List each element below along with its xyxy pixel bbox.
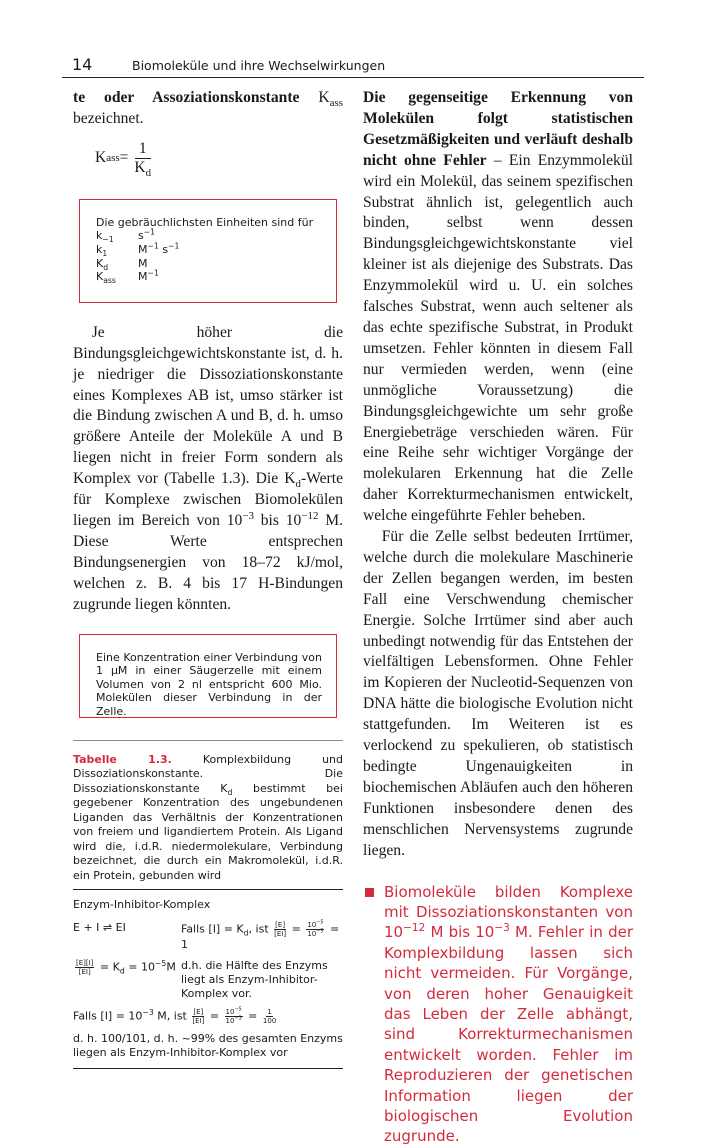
unit-row: $K_{ass}$ $M^{-1}$ <box>96 268 159 286</box>
formula-fraction: $\frac{1}{K_d}$ <box>134 139 152 179</box>
table-row: Falls $[I] = 10^{-3}$ M, ist $\frac{[E]}{[EI]}$ = $\frac{10^{-5}}{10^{-3}}$ = $\frac{1}{100}$ <box>73 1006 277 1025</box>
enzyme-inhibitor-table <box>73 889 343 1069</box>
intro-text: te oder Assoziationskonstante $K_{ass}$ bezeichnet. <box>73 89 343 127</box>
square-bullet-icon <box>365 888 374 897</box>
kass-formula: K ass = $\frac{1}{K_d}$ <box>95 139 152 179</box>
table-row: $\frac{[E][I]}{[EI]}$ = $K_d = 10^{-5}M$ d.h. die Hälfte des Enzyms liegt als Enzym-Inhibitor-Komplex vor. <box>76 958 328 1000</box>
summary-highlight: Biomoleküle bilden Komplexe mit Dissoziationskonstanten von $10^{-12}$ M bis $10^{-3}$ M. Fehler in der Komplexbildung lassen sich nicht vermeiden. Für Vorgänge, von deren hoher Genauigkeit das Leben der Zelle abhängt, sind Korrekturmechanismen entwickelt worden. Fehler im Reproduzieren der genetischen Information liegen der biologischen Evolution zugrunde. <box>363 882 633 1147</box>
page-header <box>62 53 644 78</box>
unit-row: $K_d$ M <box>96 256 148 272</box>
right-column <box>363 88 633 1147</box>
page-number: 14 <box>72 55 93 74</box>
recognition-paragraph: Die gegenseitige Erkennung von Molekülen folgt statistischen Gesetzmäßigkeiten und verläuft deshalb nicht ohne Fehler – Ein Enzymmolekül wird ein Molekül, das seinem spezifischen Substrat ähnlich ist, gelegentlich auch binden, selbst wenn dessen Bindungsgleichgewichtskonstante viel kleiner ist als diejenige des Substrats. Das Enzymmolekül wird u. U. ein solches falsches Substrat, wenn auch seltener als das echte spezifische Substrat, in Produkt umsetzen. Fehler könnten in diesem Fall nur vermieden werden, wenn (eine unmögliche Voraussetzung) die Bindungsgleichgewichte um sehr große Energiebeträge verschieden wären. Für eine Reihe sehr wichtiger Vorgänge der molekularen Erkennung hat die Zelle daher Korrekturmechanismen entwickelt, welche eingeführte Fehler beheben. <box>363 89 633 525</box>
left-column <box>73 88 343 1069</box>
unit-row: $k_{-1}$ $s^{-1}$ <box>96 227 156 245</box>
units-box-title: Die gebräuchlichsten Einheiten sind für <box>96 215 314 229</box>
units-box <box>79 199 337 303</box>
unit-row: $k_1$ $M^{-1}$ $s^{-1}$ <box>96 241 180 259</box>
table-heading: Enzym-Inhibitor-Komplex <box>73 898 211 911</box>
running-title: Biomoleküle und ihre Wechselwirkungen <box>132 58 386 73</box>
table-caption: Tabelle 1.3. Komplexbildung und Dissoziationskonstante. Die Dissoziationskonstante $K_d$ bestimmt bei gegebener Konzentration des ungebundenen Liganden das Verhältnis der Konzentrationen von freiem und ligandiertem Protein. Als Ligand wird die, i.d.R. niedermolekulare, Verbindung bezeichnet, die durch ein Makromolekül, i.d.R. ein Protein, gebunden wird <box>73 740 343 884</box>
binding-paragraph: Je höher die Bindungsgleichgewichtskonstante ist, d. h. je niedriger die Dissoziationskonstante eines Komplexes AB ist, umso stärker ist die Bindung zwischen A und B, d. h. umso größere Anteile der Moleküle A und B liegen nicht in freier Form sondern als Komplex vor (Tabelle 1.3). Die $K_d$-Werte für Komplexe zwischen Biomolekülen liegen im Bereich von $10^{-3}$ bis $10^{-12}$ M. Diese Werte entsprechen Bindungsenergien von 18–72 kJ/mol, welchen z. B. 4 bis 17 H-Bindungen zugrunde liegen könnten. <box>73 323 344 613</box>
errors-paragraph: Für die Zelle selbst bedeuten Irrtümer, welche durch die molekulare Maschinerie der Zellen begangen werden, im besten Fall eine Verschwendung chemischer Energie. Solche Irrtümer sind aber auch unbedingt notwendig für das Entstehen der vielfältigen Lebensformen. Ohne Fehler im Kopieren der Nucleotid-Sequenzen von DNA hätte die biologische Evolution nicht stattgefunden. Im Weiteren ist es verlockend zu spekulieren, ob statistisch bedingte Ungenauigkeiten in biochemischen Abläufen auch den höheren Funktionen insbesondere denen des menschlichen Nervensystems zugrunde liegen. <box>363 528 633 859</box>
concentration-box: Eine Konzentration einer Verbindung von 1 μM in einer Säugerzelle mit einem Volumen von 2 nl entspricht 600 Mio. Molekülen dieser Verbindung in der Zelle. <box>79 634 337 718</box>
table-final-row: d. h. 100/101, d. h. ~99% des gesamten Enzyms liegen als Enzym-Inhibitor-Komplex vor <box>73 1032 343 1059</box>
table-row: E + I ⇌ EI Falls $[I] = K_d$, ist $\frac{[E]}{[EI]}$ = $\frac{10^{-5}}{10^{-5}}$ = 1 <box>73 919 340 951</box>
